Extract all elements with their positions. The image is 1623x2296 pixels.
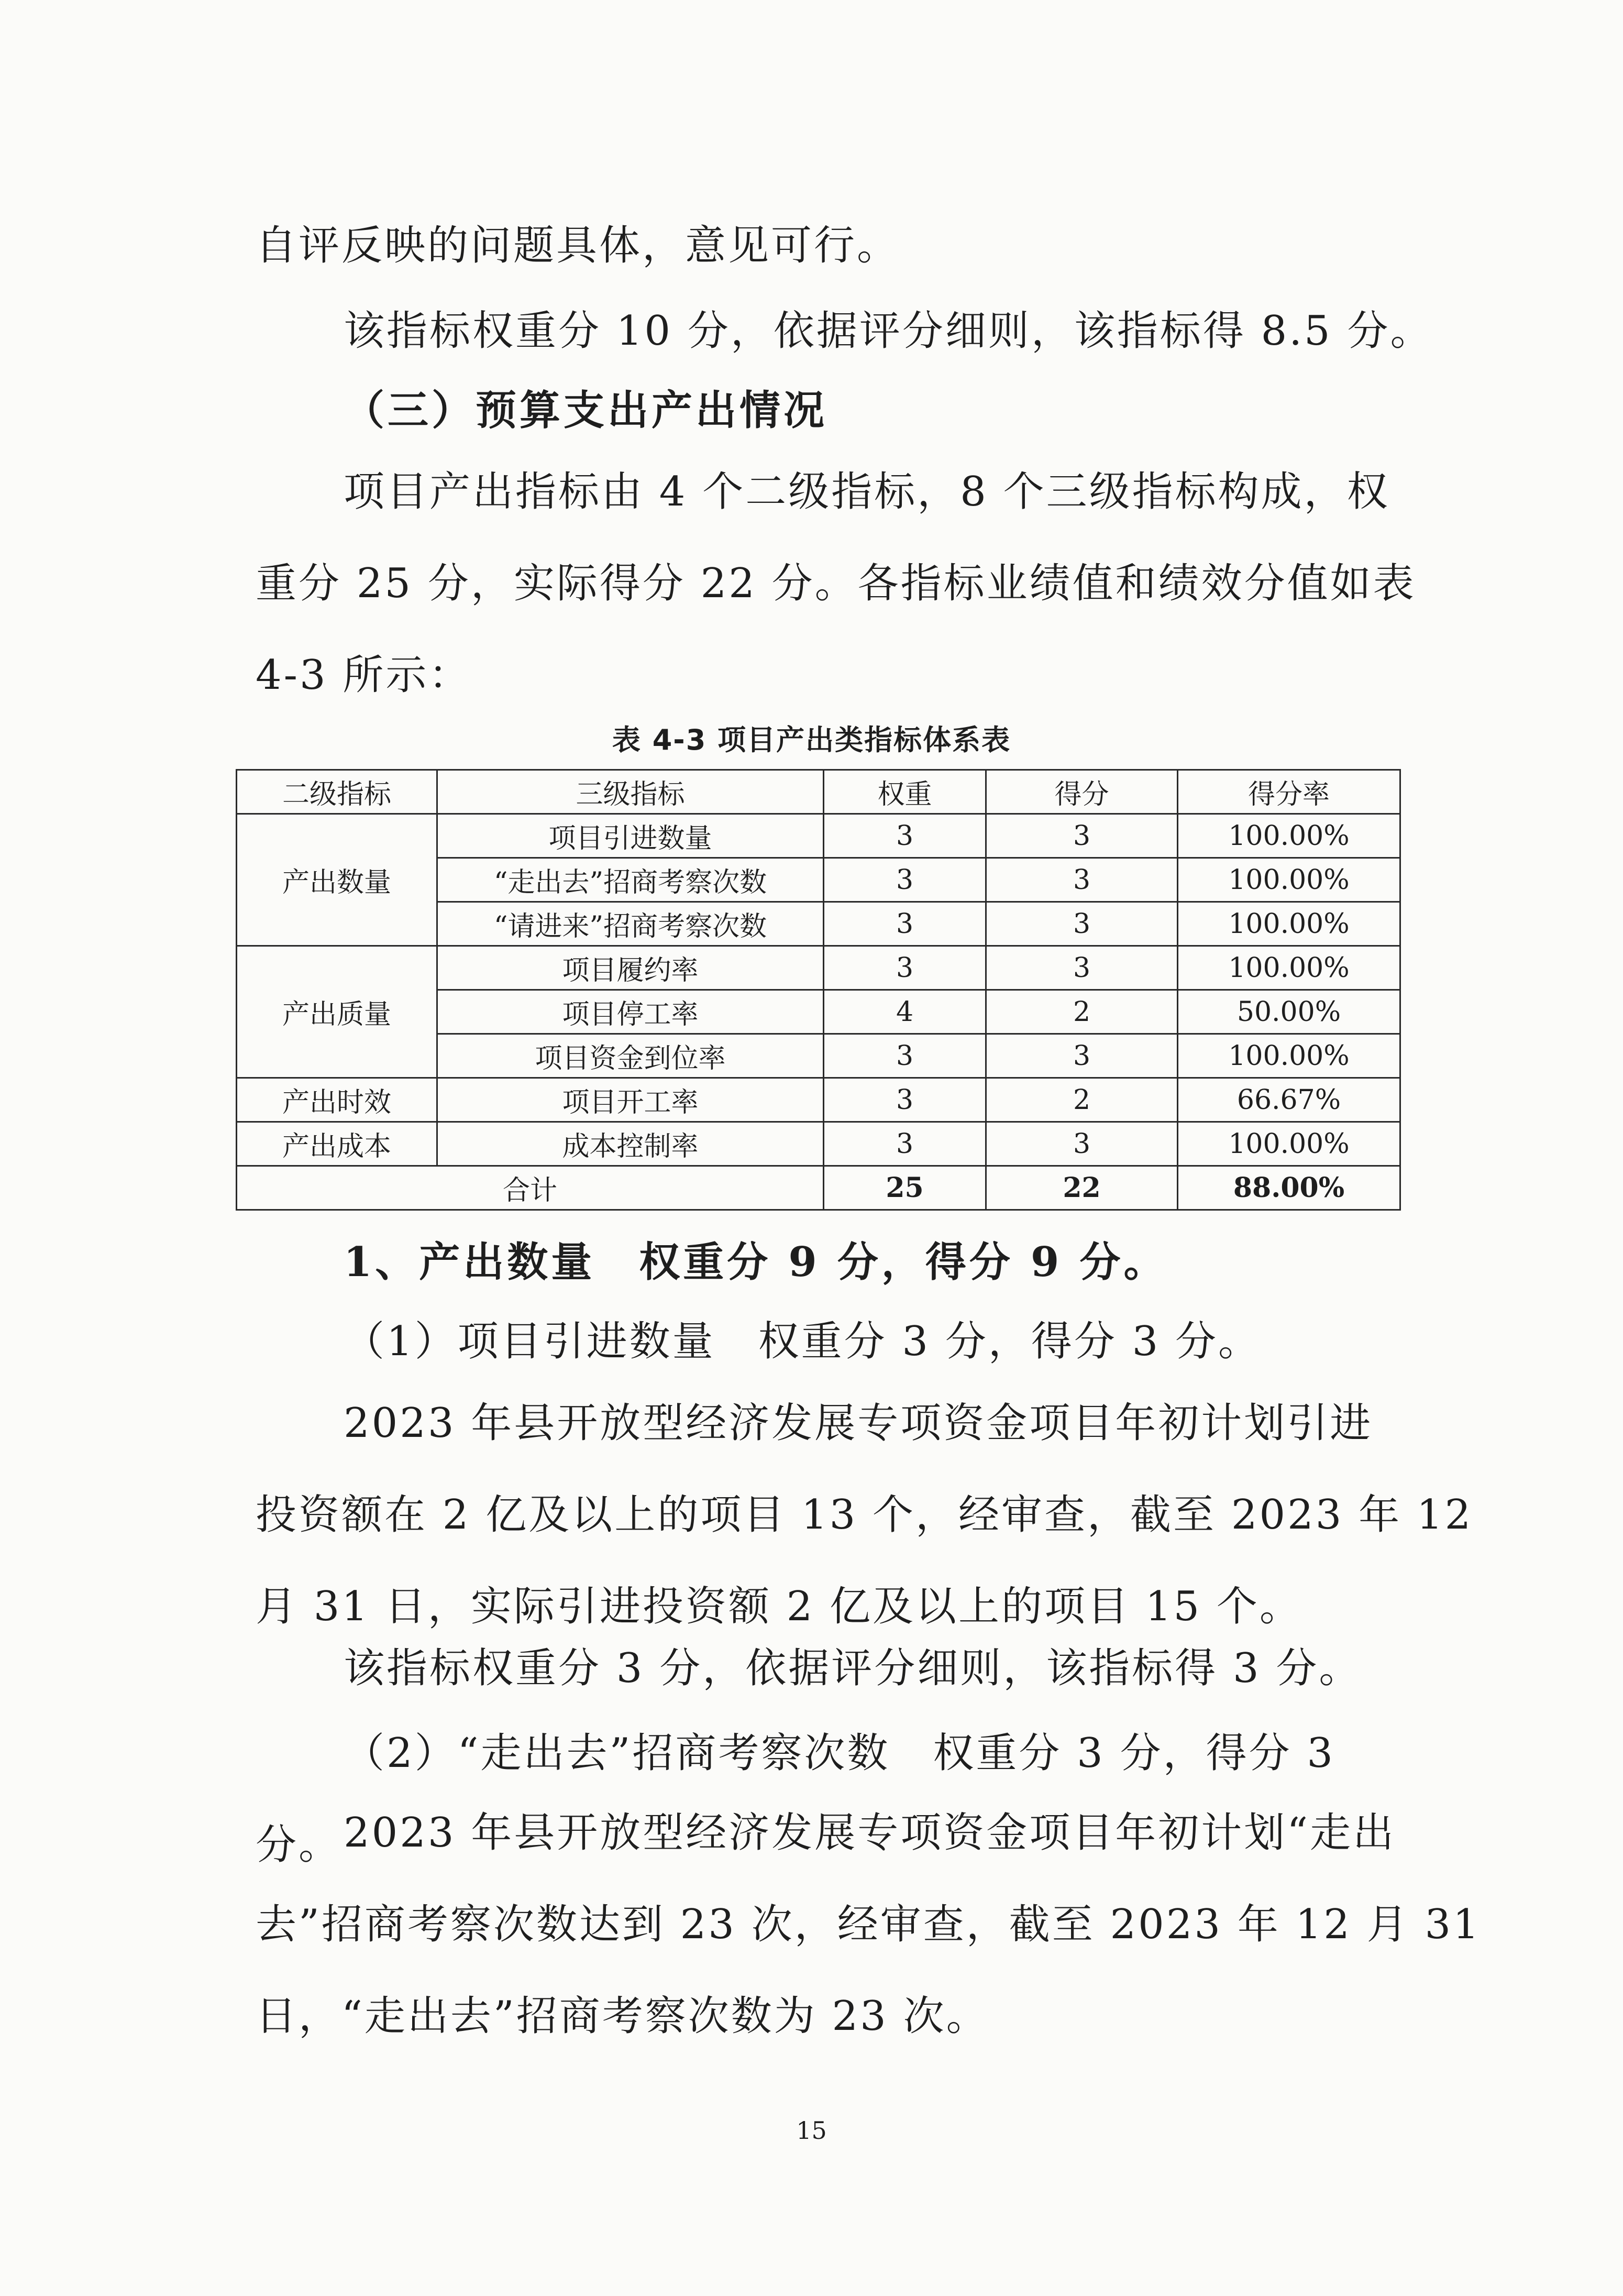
table-row [237, 946, 1400, 990]
indicator-weight: 3 [824, 946, 986, 990]
header-weight: 权重 [824, 770, 986, 814]
item-1-body [256, 1378, 1473, 1653]
header-rate: 得分率 [1178, 770, 1400, 814]
indicator-weight: 3 [824, 1122, 986, 1166]
item-1-body-line-1: 2023 年县开放型经济发展专项资金项目年初计划引进 [344, 1400, 1373, 1447]
group-name-quantity: 产出数量 [237, 814, 437, 946]
indicator-name: 项目资金到位率 [437, 1034, 824, 1078]
item-2-body [256, 1787, 1481, 2062]
item-1-body-line-2: 投资额在 2 亿及以上的项目 13 个，经审查，截至 2023 年 12 [256, 1491, 1473, 1539]
section-intro-line-3: 4-3 所示： [256, 652, 472, 699]
indicator-name: 项目引进数量 [437, 814, 824, 858]
indicator-name: 项目开工率 [437, 1078, 824, 1122]
table-header-row [237, 770, 1400, 814]
total-label: 合计 [237, 1166, 824, 1210]
indicator-weight: 3 [824, 814, 986, 858]
total-weight: 25 [824, 1166, 986, 1210]
indicator-score: 3 [986, 946, 1178, 990]
page-number: 15 [796, 2116, 827, 2145]
indicator-weight: 3 [824, 1034, 986, 1078]
indicator-score: 3 [986, 1034, 1178, 1078]
indicator-table-body [237, 814, 1400, 1210]
indicator-name: 项目停工率 [437, 990, 824, 1034]
indicator-rate: 100.00% [1178, 1034, 1400, 1078]
indicator-rate: 100.00% [1178, 902, 1400, 946]
indicator-rate: 100.00% [1178, 1122, 1400, 1166]
indicator-score: 3 [986, 1122, 1178, 1166]
header-level3: 三级指标 [437, 770, 824, 814]
intro-score-note: 该指标权重分 10 分，依据评分细则，该指标得 8.5 分。 [344, 307, 1433, 355]
table-total-row [237, 1166, 1400, 1210]
indicator-rate: 100.00% [1178, 858, 1400, 902]
indicator-score: 3 [986, 858, 1178, 902]
section-intro-paragraph [256, 446, 1416, 721]
indicator-weight: 3 [824, 902, 986, 946]
indicator-score: 3 [986, 902, 1178, 946]
section-intro-line-1: 项目产出指标由 4 个二级指标，8 个三级指标构成，权 [344, 468, 1390, 515]
table-row [237, 1122, 1400, 1166]
item-1-body-line-3: 月 31 日，实际引进投资额 2 亿及以上的项目 15 个。 [256, 1583, 1302, 1630]
group-name-timeliness: 产出时效 [237, 1078, 437, 1122]
table-row [237, 1078, 1400, 1122]
table-row [237, 814, 1400, 858]
indicator-rate: 100.00% [1178, 814, 1400, 858]
header-level2: 二级指标 [237, 770, 437, 814]
indicator-rate: 50.00% [1178, 990, 1400, 1034]
intro-line-1: 自评反映的问题具体，意见可行。 [256, 222, 900, 269]
section-intro-line-2: 重分 25 分，实际得分 22 分。各指标业绩值和绩效分值如表 [256, 560, 1416, 607]
indicator-score: 2 [986, 1078, 1178, 1122]
indicator-rate: 66.67% [1178, 1078, 1400, 1122]
header-score: 得分 [986, 770, 1178, 814]
indicator-score: 2 [986, 990, 1178, 1034]
item-2-body-line-2: 去”招商考察次数达到 23 次，经审查，截至 2023 年 12 月 31 [256, 1901, 1481, 1948]
item-1-heading: （1）项目引进数量 权重分 3 分，得分 3 分。 [344, 1318, 1262, 1365]
indicator-weight: 4 [824, 990, 986, 1034]
indicator-weight: 3 [824, 858, 986, 902]
indicator-weight: 3 [824, 1078, 986, 1122]
indicator-score: 3 [986, 814, 1178, 858]
indicator-name: 成本控制率 [437, 1122, 824, 1166]
indicator-name: 项目履约率 [437, 946, 824, 990]
indicator-rate: 100.00% [1178, 946, 1400, 990]
item-2-body-line-3: 日，“走出去”招商考察次数为 23 次。 [256, 1993, 989, 2040]
group-name-cost: 产出成本 [237, 1122, 437, 1166]
intro-paragraph [256, 200, 1433, 377]
indicator-table [236, 769, 1401, 1211]
group-name-quality: 产出质量 [237, 946, 437, 1078]
item-2-body-line-1: 2023 年县开放型经济发展专项资金项目年初计划“走出 [344, 1809, 1396, 1856]
indicator-name: “走出去”招商考察次数 [437, 858, 824, 902]
item-2-heading: （2）“走出去”招商考察次数 权重分 3 分，得分 3 分。 [256, 1730, 1335, 1869]
indicator-name: “请进来”招商考察次数 [437, 902, 824, 946]
table-caption: 表 4-3 项目产出类指标体系表 [612, 723, 1011, 756]
total-score: 22 [986, 1166, 1178, 1210]
section-heading: （三）预算支出产出情况 [344, 387, 828, 434]
subsection-1-heading: 1、产出数量 权重分 9 分，得分 9 分。 [344, 1238, 1168, 1286]
total-rate: 88.00% [1178, 1166, 1400, 1210]
item-1-score-note: 该指标权重分 3 分，依据评分细则，该指标得 3 分。 [344, 1645, 1362, 1692]
